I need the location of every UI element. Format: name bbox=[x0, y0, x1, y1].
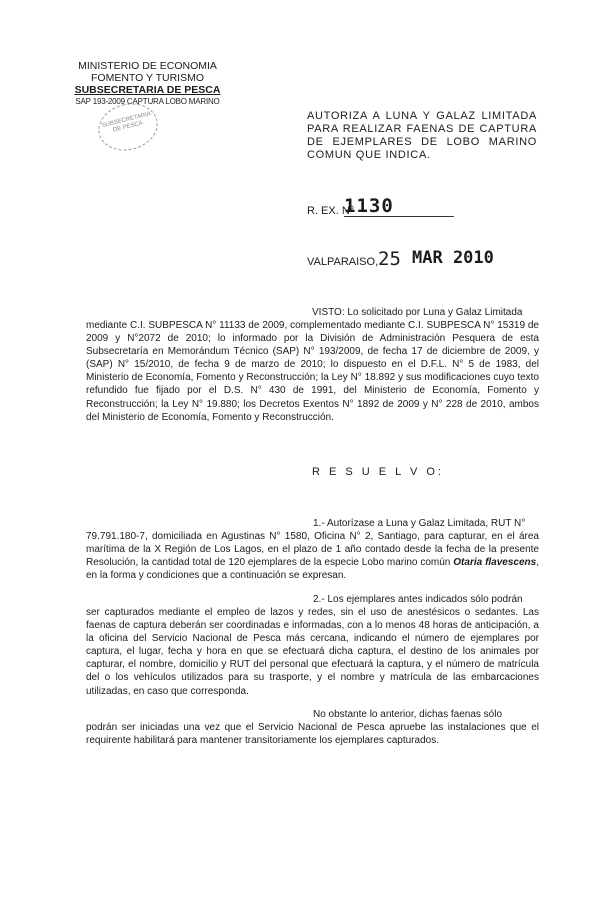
item1-body bbox=[86, 530, 539, 582]
date-day: 25 bbox=[378, 248, 401, 270]
stamp-text: SUBSECRETARIA DE PESCA bbox=[101, 111, 152, 134]
item3-body: podrán ser iniciadas una vez que el Servicio Nacional de Pesca apruebe las instalaciones que el requirente habilitará para mantener transitoriamente los ejemplares capturados. bbox=[86, 722, 539, 747]
item1-text-a: 79.791.180-7, domiciliada en Agustinas N° 1580, Oficina N° 2, Santiago, para capturar, en el área marítima de la X Región de Los Lagos, en el plazo de 1 año contado desde la fecha de la presente Resolución, la cantidad total de 120 ejemplares de la especie Lobo marino común bbox=[86, 531, 539, 569]
date-city: VALPARAISO, bbox=[307, 256, 379, 268]
item3-first-line: No obstante lo anterior, dichas faenas sólo bbox=[313, 709, 503, 720]
item2-first-line: 2.- Los ejemplares antes indicados sólo podrán bbox=[313, 594, 523, 605]
visto-body: mediante C.I. SUBPESCA N° 11133 de 2009, complementado mediante C.I. SUBPESCA N° 15319 de 2009 y N°2072 de 2010; lo informado por la División de Administración Pesquera de esta Subsecretaría en Memorándum Técnico (SAP) N° 193/2009, de fecha 17 de diciembre de 2009, y (SAP) N° 15/2010, de fecha 9 de marzo de 2010; lo dispuesto en el D.F.L. N° 5 de 1983, del Ministerio de Economía, Fomento y Reconstrucción; la Ley N° 18.892 y sus modificaciones cuyo texto refundido fue fijado por el D.S. N° 430 de 1991, del Ministerio de Economía, Fomento y Reconstrucción; la Ley N° 19.880; los Decretos Exentos N° 1892 de 2009 y N° 228 de 2010, ambos del Ministerio de Economía, Fomento y Reconstrucción. bbox=[86, 320, 539, 423]
ministry-name: MINISTERIO DE ECONOMIA bbox=[78, 60, 217, 72]
date-month-year: MAR 2010 bbox=[412, 248, 494, 268]
visto-first-line: VISTO: Lo solicitado por Luna y Galaz Limitada bbox=[312, 307, 523, 318]
item1-text-b: , en la forma y condiciones que a continuación se expresan. bbox=[86, 557, 540, 582]
item2-body: ser capturados mediante el empleo de lazos y redes, sin el uso de anestésicos o sedantes. Las faenas de captura deberán ser coordinadas e informadas, con a lo menos 48 horas de anticipación, a la oficina del Servicio Nacional de Pesca más cercana, indicando el número de ejemplares por captura, el lugar, fecha y hora en que se efectuará dicha captura, el destino de los animales por capturar, el nombre, domicilio y RUT del personal que efectuará la captura, y el número de matrícula del o los vehículos utilizados para su trasporte, y el nombre y matrícula de las embarcaciones utilizadas, en caso que corresponda. bbox=[86, 607, 539, 697]
resolution-label: R. EX. N° bbox=[307, 205, 355, 217]
item1-first-line: 1.- Autorízase a Luna y Galaz Limitada, RUT N° bbox=[313, 518, 526, 529]
resolution-underline bbox=[344, 216, 454, 217]
resolution-number: 1130 bbox=[344, 195, 394, 217]
subject-text: AUTORIZA A LUNA Y GALAZ LIMITADA PARA REALIZAR FAENAS DE CAPTURA DE EJEMPLARES DE LOBO MARINO COMUN QUE INDICA. bbox=[307, 110, 537, 161]
ministry-subtitle: FOMENTO Y TURISMO bbox=[91, 72, 204, 84]
species-name: Otaria flavescens bbox=[453, 557, 537, 569]
resuelvo-heading: R E S U E L V O: bbox=[312, 466, 444, 478]
reference-code: SAP 193-2009 CAPTURA LOBO MARINO bbox=[75, 97, 220, 106]
subsecretaria-name: SUBSECRETARIA DE PESCA bbox=[74, 84, 221, 96]
